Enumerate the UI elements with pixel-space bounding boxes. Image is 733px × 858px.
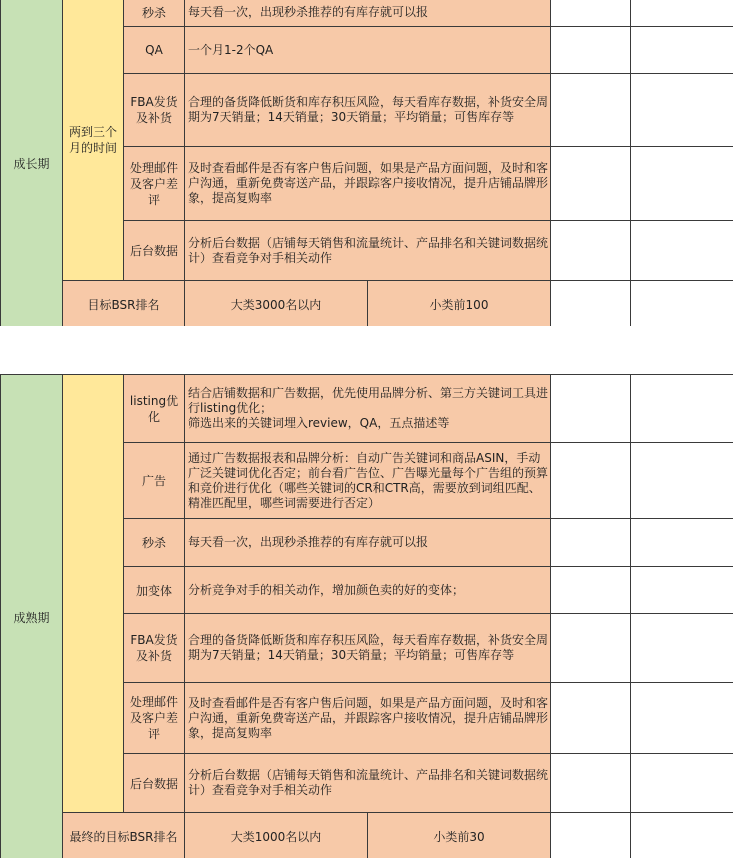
empty-cell [550,753,631,813]
item-label-cell [123,682,185,754]
item-desc: 一个月1-2个QA [188,42,274,57]
empty-cell [550,374,631,443]
item-desc-cell [184,73,551,147]
item-desc: 每天看一次，出现秒杀推荐的有库存就可以报 [188,535,429,549]
empty-cell [630,442,733,519]
item-desc: 分析后台数据（店铺每天销售和流量统计、产品排名和关键词数据统计）查看竞争对手相关动作 [188,768,549,797]
target-label-cell [62,812,185,858]
item-label-cell [123,613,185,683]
item-desc: 通过广告数据报表和品牌分析：自动广告关键词和商品ASIN，手动广泛关键词优化否定；前台看广告位、广告曝光量每个广告组的预算和竞价进行优化（哪些关键词的CR和CTR高，需要放到词组匹配、精准匹配里，哪些词需要进行否定） [188,450,549,510]
phase-cell-mature [0,374,63,858]
empty-cell [550,220,631,281]
empty-cell [630,146,733,221]
empty-cell [550,26,631,74]
target-small-cell [367,812,551,858]
item-desc: 及时查看邮件是否有客户售后问题，如果是产品方面问题，及时和客户沟通，重新免费寄送产品，并跟踪客户接收情况，提升店铺品牌形象，提高复购率 [188,695,549,740]
item-label-cell [123,442,185,519]
item-label: listing优化 [129,393,179,424]
phase-label: 成熟期 [13,610,50,625]
phase-cell-growth [0,0,63,328]
target-big: 大类1000名以内 [230,829,322,844]
item-desc-cell [184,374,551,443]
item-label-cell [123,566,185,614]
item-desc: 分析后台数据（店铺每天销售和流量统计、产品排名和关键词数据统计）查看竞争对手相关动作 [188,235,549,265]
empty-cell [630,73,733,147]
item-label: 广告 [141,474,166,488]
item-label-cell [123,518,185,567]
item-desc: 合理的备货降低断货和库存积压风险，每天看库存数据，补货安全周期为7天销量；14天销量；30天销量；平均销量；可售库存等 [188,95,549,124]
item-label: 加变体 [135,583,172,598]
item-label-cell [123,26,185,74]
item-label-cell [123,146,185,221]
empty-cell [630,220,733,281]
target-big-cell [184,812,368,858]
item-desc-cell [184,613,551,683]
empty-cell [550,518,631,567]
item-desc-cell [184,753,551,813]
item-desc: 结合店铺数据和广告数据，优先使用品牌分析、第三方关键词工具进行listing优化； 筛选出来的关键词埋入review，QA，五点描述等 [188,386,549,430]
empty-cell [550,442,631,519]
target-big-cell [184,280,368,328]
item-label-cell [123,220,185,281]
item-label: 后台数据 [129,244,178,258]
duration-cell-mature [62,374,124,813]
item-desc-cell [184,146,551,221]
empty-cell [630,518,733,567]
empty-cell [550,812,631,858]
item-desc-cell [184,0,551,27]
item-desc-cell [184,682,551,754]
empty-cell [550,566,631,614]
item-desc-cell [184,518,551,567]
empty-cell [550,280,631,328]
duration-cell [62,0,124,281]
item-label: FBA发货及补货 [130,95,178,125]
item-label: 秒杀 [141,536,166,550]
item-label: 处理邮件及客户差评 [129,160,178,207]
item-label: 秒杀 [141,6,166,20]
target-small: 小类前100 [429,297,489,312]
item-desc-cell [184,566,551,614]
target-small: 小类前30 [433,829,485,844]
empty-cell [630,613,733,683]
empty-cell [550,0,631,27]
item-label-cell [123,73,185,147]
target-label-cell [62,280,185,328]
empty-cell [630,812,733,858]
empty-cell [630,0,733,27]
item-desc-cell [184,220,551,281]
item-label-cell [123,753,185,813]
target-label: 最终的目标BSR排名 [69,829,178,844]
empty-cell [630,566,733,614]
empty-cell [630,26,733,74]
empty-cell [550,146,631,221]
empty-cell [630,374,733,443]
item-label: FBA发货及补货 [130,633,178,663]
item-label: 后台数据 [129,776,178,791]
target-label: 目标BSR排名 [87,297,160,312]
item-label-cell [123,0,185,27]
empty-cell [550,613,631,683]
empty-cell [550,73,631,147]
empty-cell [550,682,631,754]
duration-label: 两到三个月的时间 [68,124,117,155]
target-big: 大类3000名以内 [230,297,322,312]
phase-label: 成长期 [13,156,50,171]
section-gap [0,326,733,375]
item-desc-cell [184,26,551,74]
item-desc: 及时查看邮件是否有客户售后问题，如果是产品方面问题，及时和客户沟通，重新免费寄送产品，并跟踪客户接收情况，提升店铺品牌形象，提高复购率 [188,161,549,205]
target-small-cell [367,280,551,328]
item-desc-cell [184,442,551,519]
empty-cell [630,682,733,754]
item-label: QA [145,43,163,57]
empty-cell [630,753,733,813]
item-desc: 每天看一次，出现秒杀推荐的有库存就可以报 [188,5,429,19]
item-label-cell [123,374,185,443]
item-desc: 合理的备货降低断货和库存积压风险，每天看库存数据，补货安全周期为7天销量；14天销量；30天销量；平均销量；可售库存等 [188,633,549,662]
item-label: 处理邮件及客户差评 [129,695,178,741]
item-desc: 分析竞争对手的相关动作，增加颜色卖的好的变体； [188,582,465,597]
empty-cell [630,280,733,328]
